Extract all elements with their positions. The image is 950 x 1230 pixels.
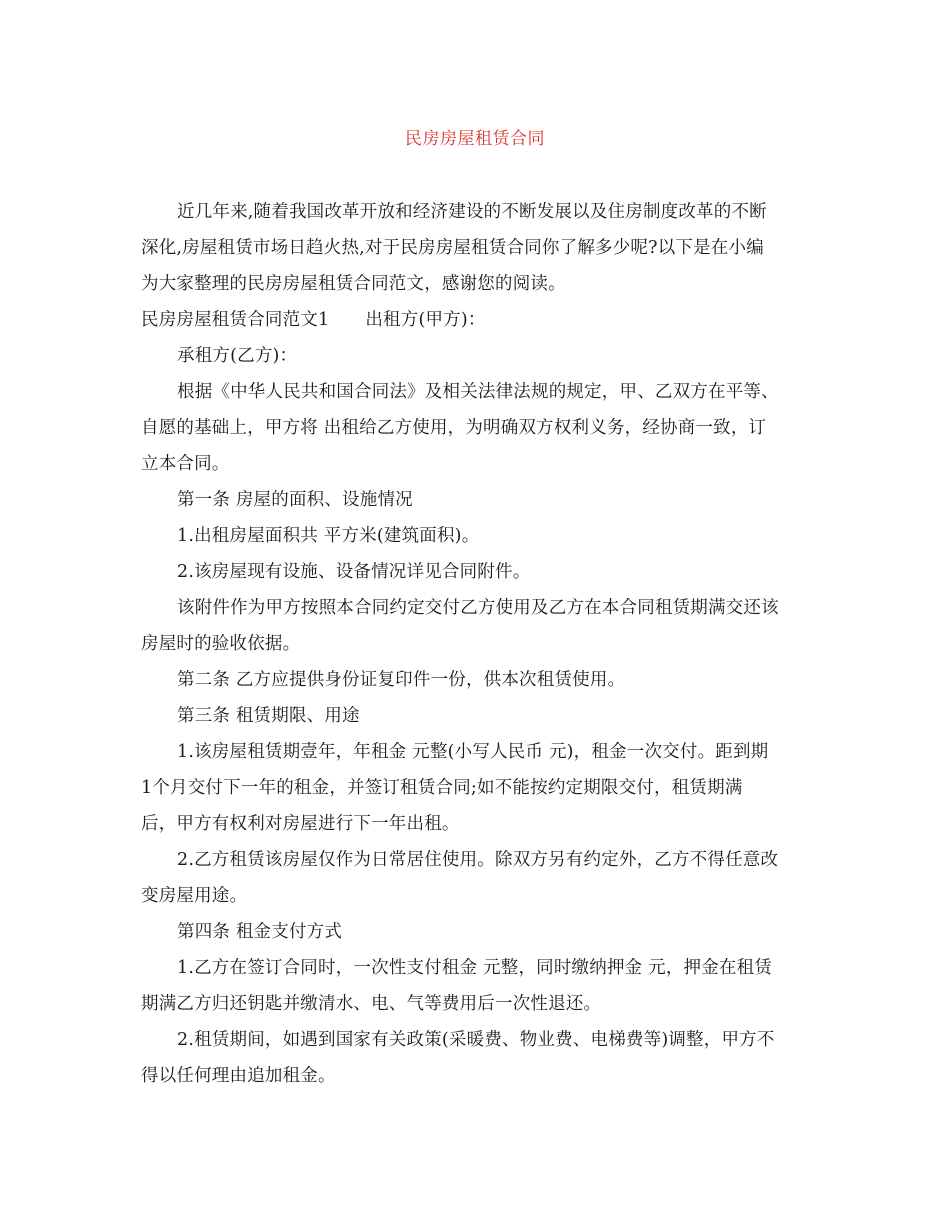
paragraph-line: 变房屋用途。 — [141, 886, 248, 906]
paragraph-line: 1.乙方在签订合同时，一次性支付租金 元整，同时缴纳押金 元，押金在租赁 — [177, 958, 773, 978]
paragraph-line: 2.租赁期间，如遇到国家有关政策(采暖费、物业费、电梯费等)调整，甲方不 — [177, 1030, 775, 1050]
paragraph-line: 近几年来,随着我国改革开放和经济建设的不断发展以及住房制度改革的不断 — [177, 202, 767, 222]
section-heading-line — [141, 306, 486, 331]
lessor-label: 出租方(甲方)： — [365, 310, 486, 330]
paragraph-line: 房屋时的验收依据。 — [141, 634, 301, 654]
paragraph-line: 1个月交付下一年的租金，并签订租赁合同;如不能按约定期限交付，租赁期满 — [141, 778, 743, 798]
lessee-label: 承租方(乙方)： — [177, 346, 298, 366]
article-heading: 第二条 乙方应提供身份证复印件一份，供本次租赁使用。 — [177, 670, 626, 690]
paragraph-line: 得以任何理由追加租金。 — [141, 1066, 336, 1086]
paragraph-line: 为大家整理的民房房屋租赁合同范文，感谢您的阅读。 — [141, 274, 566, 294]
sample-heading: 民房房屋租赁合同范文1 — [141, 310, 330, 330]
paragraph-line: 期满乙方归还钥匙并缴清水、电、气等费用后一次性退还。 — [141, 994, 602, 1014]
article-heading: 第一条 房屋的面积、设施情况 — [177, 490, 413, 510]
paragraph-line: 2.该房屋现有设施、设备情况详见合同附件。 — [177, 562, 531, 582]
paragraph-line: 自愿的基础上，甲方将 出租给乙方使用，为明确双方权利义务，经协商一致，订 — [141, 418, 767, 438]
article-heading: 第三条 租赁期限、用途 — [177, 706, 360, 726]
paragraph-line: 1.出租房屋面积共 平方米(建筑面积)。 — [177, 526, 480, 546]
paragraph-line: 深化,房屋租赁市场日趋火热,对于民房房屋租赁合同你了解多少呢?以下是在小编 — [141, 238, 764, 258]
article-heading: 第四条 租金支付方式 — [177, 922, 343, 942]
paragraph-line: 1.该房屋租赁期壹年，年租金 元整(小写人民币 元)，租金一次交付。距到期 — [177, 742, 769, 762]
paragraph-line: 2.乙方租赁该房屋仅作为日常居住使用。除双方另有约定外，乙方不得任意改 — [177, 850, 779, 870]
paragraph-line: 立本合同。 — [141, 454, 230, 474]
paragraph-line: 根据《中华人民共和国合同法》及相关法律法规的规定，甲、乙双方在平等、 — [177, 382, 779, 402]
document-title: 民房房屋租赁合同 — [405, 129, 545, 149]
paragraph-line: 该附件作为甲方按照本合同约定交付乙方使用及乙方在本合同租赁期满交还该 — [177, 598, 779, 618]
paragraph-line: 后，甲方有权利对房屋进行下一年出租。 — [141, 814, 460, 834]
